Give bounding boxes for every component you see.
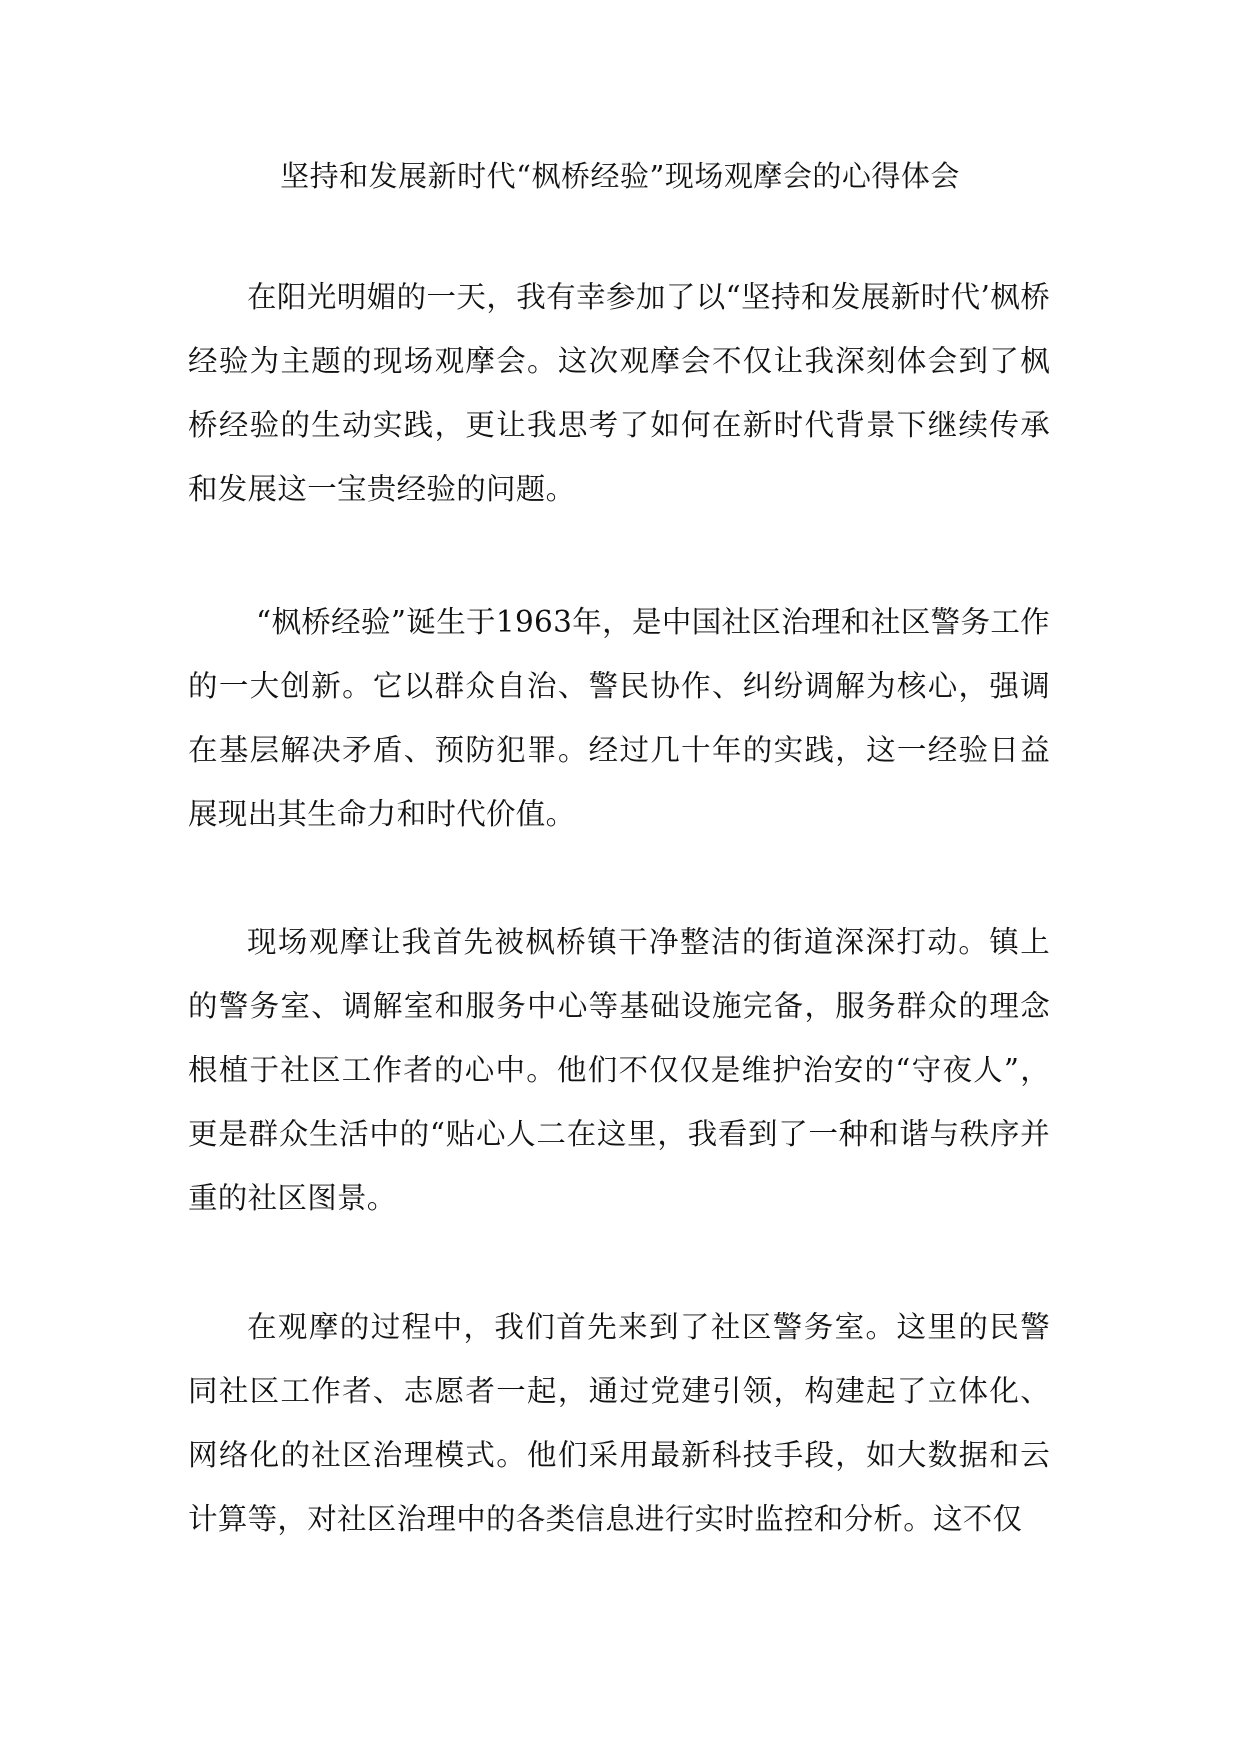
paragraph-2: “枫桥经验”诞生于1963年，是中国社区治理和社区警务工作的一大创新。它以群众自治、警民协作、纠纷调解为核心，强调在基层解决矛盾、预防犯罪。经过几十年的实践，这一经验日益展现出其生命力和时代价值。	[188, 605, 1050, 831]
document-title: 坚持和发展新时代“枫桥经验”现场观摩会的心得体会	[280, 159, 960, 193]
paragraph-4: 在观摩的过程中，我们首先来到了社区警务室。这里的民警同社区工作者、志愿者一起，通过党建引领，构建起了立体化、网络化的社区治理模式。他们采用最新科技手段，如大数据和云计算等，对社区治理中的各类信息进行实时监控和分析。这不仅	[188, 1310, 1050, 1536]
paragraph-1: 在阳光明媚的一天，我有幸参加了以“坚持和发展新时代’枫桥经验为主题的现场观摩会。这次观摩会不仅让我深刻体会到了枫桥经验的生动实践，更让我思考了如何在新时代背景下继续传承和发展这一宝贵经验的问题。	[188, 280, 1050, 506]
paragraph-3: 现场观摩让我首先被枫桥镇干净整洁的街道深深打动。镇上的警务室、调解室和服务中心等基础设施完备，服务群众的理念根植于社区工作者的心中。他们不仅仅是维护治安的“守夜人”，更是群众生活中的“贴心人二在这里，我看到了一种和谐与秩序并重的社区图景。	[188, 925, 1050, 1215]
